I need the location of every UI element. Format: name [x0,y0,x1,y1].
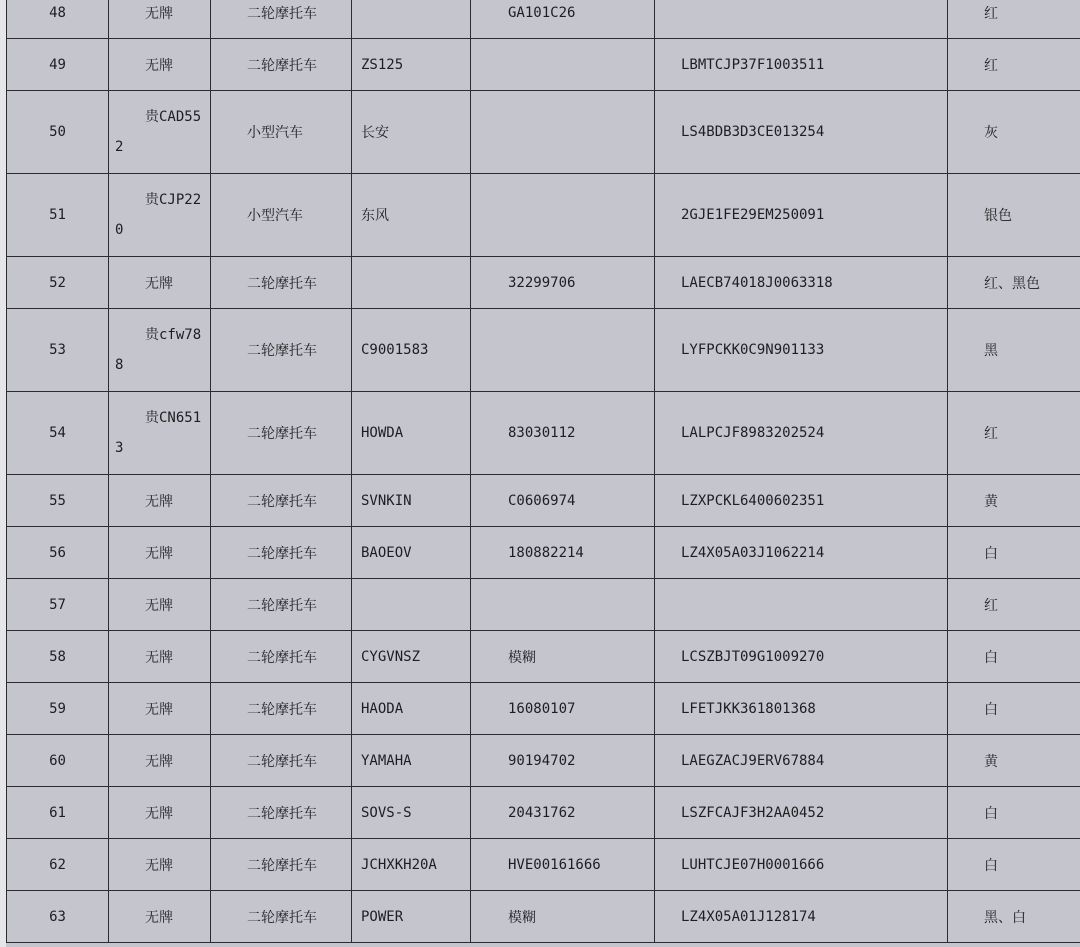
plate-cell: 无牌 [109,735,211,787]
plate-line-2: 2 [115,139,124,155]
row-index-cell: 60 [7,735,109,787]
plate-cell: 无牌 [109,891,211,943]
brand-model-cell [352,0,471,39]
plate-cell [109,309,211,392]
table-row [7,392,1080,475]
row-index-cell: 62 [7,839,109,891]
plate-line-2: 0 [115,222,124,238]
color-cell: 灰 [948,91,1080,174]
vin-cell: LZ4X05A01J128174 [655,891,948,943]
engine-number-cell: HVE00161666 [471,839,655,891]
row-index-cell: 57 [7,579,109,631]
plate-line-1: 贵CN651 [145,410,202,426]
color-cell: 黑、白 [948,891,1080,943]
engine-number-cell: 模糊 [471,891,655,943]
row-index-cell: 63 [7,891,109,943]
vehicle-type-cell: 二轮摩托车 [211,579,352,631]
vin-cell: LYFPCKK0C9N901133 [655,309,948,392]
plate-cell: 无牌 [109,0,211,39]
table-row [7,39,1080,91]
vehicle-type-cell: 二轮摩托车 [211,0,352,39]
brand-model-cell: ZS125 [352,39,471,91]
vin-cell [655,0,948,39]
brand-model-cell: HAODA [352,683,471,735]
engine-number-cell: GA101C26 [471,0,655,39]
table-row [7,0,1080,39]
table-row [7,631,1080,683]
engine-number-cell: 32299706 [471,257,655,309]
plate-cell: 无牌 [109,839,211,891]
vehicle-type-cell: 二轮摩托车 [211,475,352,527]
color-cell: 白 [948,631,1080,683]
vehicle-type-cell: 二轮摩托车 [211,787,352,839]
plate-cell [109,392,211,475]
table-row [7,174,1080,257]
brand-model-cell: SVNKIN [352,475,471,527]
plate-cell [109,174,211,257]
row-index-cell: 51 [7,174,109,257]
brand-model-cell: 东风 [352,174,471,257]
vin-cell: LSZFCAJF3H2AA0452 [655,787,948,839]
color-cell: 红 [948,579,1080,631]
row-index-cell: 48 [7,0,109,39]
vin-cell [655,579,948,631]
engine-number-cell: 20431762 [471,787,655,839]
plate-line-1: 贵cfw78 [145,327,202,343]
engine-number-cell: 90194702 [471,735,655,787]
vin-cell: LZXPCKL6400602351 [655,475,948,527]
row-index-cell: 54 [7,392,109,475]
plate-line-2: 8 [115,357,124,373]
row-index-cell: 59 [7,683,109,735]
row-index-cell: 61 [7,787,109,839]
table-row [7,891,1080,943]
color-cell: 白 [948,839,1080,891]
vin-cell: LCSZBJT09G1009270 [655,631,948,683]
vehicle-type-cell: 小型汽车 [211,174,352,257]
brand-model-cell: C9001583 [352,309,471,392]
vin-cell: LUHTCJE07H0001666 [655,839,948,891]
engine-number-cell [471,309,655,392]
engine-number-cell: 83030112 [471,392,655,475]
row-index-cell: 55 [7,475,109,527]
color-cell: 黄 [948,475,1080,527]
engine-number-cell: C0606974 [471,475,655,527]
color-cell: 黄 [948,735,1080,787]
row-index-cell: 56 [7,527,109,579]
brand-model-cell: 长安 [352,91,471,174]
vehicle-type-cell: 二轮摩托车 [211,735,352,787]
engine-number-cell [471,39,655,91]
table-row [7,579,1080,631]
vehicle-type-cell: 二轮摩托车 [211,891,352,943]
vehicle-type-cell: 二轮摩托车 [211,631,352,683]
vin-cell: LS4BDB3D3CE013254 [655,91,948,174]
engine-number-cell: 180882214 [471,527,655,579]
brand-model-cell: CYGVNSZ [352,631,471,683]
row-index-cell: 52 [7,257,109,309]
brand-model-cell: POWER [352,891,471,943]
vehicle-type-cell: 二轮摩托车 [211,39,352,91]
row-index-cell: 49 [7,39,109,91]
brand-model-cell: BAOEOV [352,527,471,579]
table-row [7,683,1080,735]
vin-cell: LBMTCJP37F1003511 [655,39,948,91]
row-index-cell: 50 [7,91,109,174]
row-index-cell: 53 [7,309,109,392]
color-cell: 白 [948,787,1080,839]
color-cell: 白 [948,527,1080,579]
brand-model-cell: SOVS-S [352,787,471,839]
color-cell: 红 [948,392,1080,475]
engine-number-cell [471,579,655,631]
vin-cell: LAECB74018J0063318 [655,257,948,309]
plate-cell: 无牌 [109,257,211,309]
plate-line-2: 3 [115,440,124,456]
vehicle-type-cell: 二轮摩托车 [211,309,352,392]
vehicle-type-cell: 小型汽车 [211,91,352,174]
plate-cell: 无牌 [109,39,211,91]
plate-cell: 无牌 [109,631,211,683]
vehicle-type-cell: 二轮摩托车 [211,257,352,309]
brand-model-cell: JCHXKH20A [352,839,471,891]
brand-model-cell [352,257,471,309]
color-cell: 黑 [948,309,1080,392]
engine-number-cell [471,174,655,257]
color-cell: 红、黑色 [948,257,1080,309]
color-cell: 白 [948,683,1080,735]
vin-cell: LFETJKK361801368 [655,683,948,735]
plate-cell: 无牌 [109,527,211,579]
plate-line-1: 贵CJP22 [145,192,202,208]
color-cell: 银色 [948,174,1080,257]
vehicle-table [6,0,1080,943]
table-row [7,91,1080,174]
plate-line-1: 贵CAD55 [145,109,202,125]
table-row [7,257,1080,309]
row-index-cell: 58 [7,631,109,683]
engine-number-cell [471,91,655,174]
brand-model-cell [352,579,471,631]
plate-cell: 无牌 [109,475,211,527]
vin-cell: LZ4X05A03J1062214 [655,527,948,579]
table-row [7,475,1080,527]
vin-cell: 2GJE1FE29EM250091 [655,174,948,257]
vehicle-type-cell: 二轮摩托车 [211,839,352,891]
plate-cell: 无牌 [109,787,211,839]
engine-number-cell: 模糊 [471,631,655,683]
vehicle-type-cell: 二轮摩托车 [211,527,352,579]
table-row [7,787,1080,839]
vehicle-type-cell: 二轮摩托车 [211,683,352,735]
vin-cell: LALPCJF8983202524 [655,392,948,475]
engine-number-cell: 16080107 [471,683,655,735]
table-body [7,0,1080,943]
brand-model-cell: YAMAHA [352,735,471,787]
plate-cell: 无牌 [109,579,211,631]
plate-cell: 无牌 [109,683,211,735]
vehicle-type-cell: 二轮摩托车 [211,392,352,475]
color-cell: 红 [948,39,1080,91]
table-row [7,735,1080,787]
vin-cell: LAEGZACJ9ERV67884 [655,735,948,787]
table-row [7,839,1080,891]
color-cell: 红 [948,0,1080,39]
table-row [7,527,1080,579]
brand-model-cell: HOWDA [352,392,471,475]
table-row [7,309,1080,392]
plate-cell [109,91,211,174]
